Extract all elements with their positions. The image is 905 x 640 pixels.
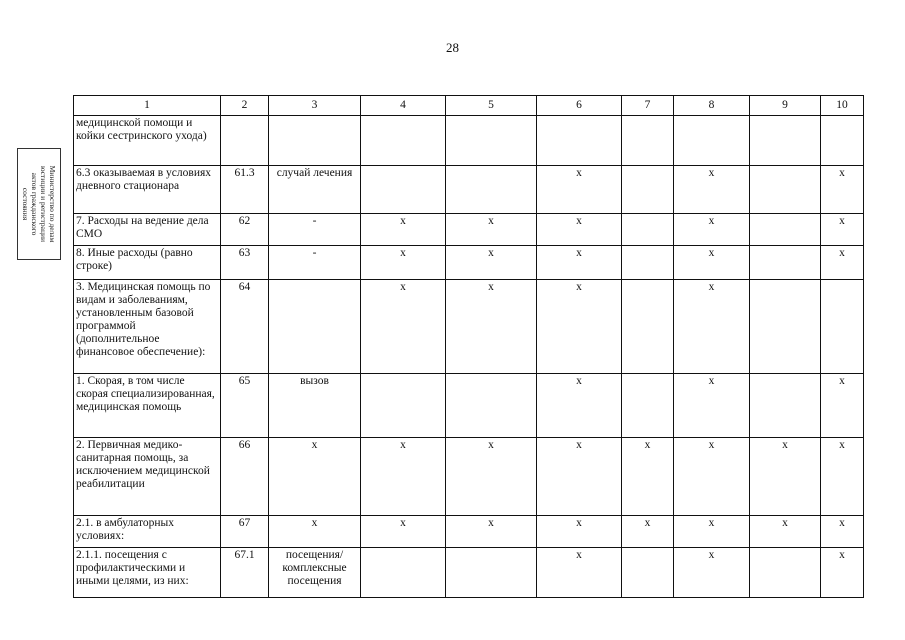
row-unit: x <box>269 438 361 516</box>
column-header: 3 <box>269 96 361 116</box>
table-cell <box>622 280 674 374</box>
table-cell: x <box>361 438 446 516</box>
table-cell: x <box>446 280 537 374</box>
table-cell: x <box>361 246 446 280</box>
table-cell: x <box>674 280 750 374</box>
table-cell: x <box>674 516 750 548</box>
table-cell <box>750 116 821 166</box>
table-cell: x <box>446 516 537 548</box>
column-header: 8 <box>674 96 750 116</box>
table-cell <box>674 116 750 166</box>
column-header: 7 <box>622 96 674 116</box>
table-cell <box>361 166 446 214</box>
table-cell: x <box>821 166 864 214</box>
row-code <box>221 116 269 166</box>
table-cell: x <box>361 280 446 374</box>
table-cell <box>622 166 674 214</box>
row-code: 61.3 <box>221 166 269 214</box>
table-row <box>74 374 864 438</box>
table-cell <box>750 246 821 280</box>
table-cell: x <box>821 548 864 598</box>
table-cell <box>622 214 674 246</box>
stamp-line: состояния <box>21 187 30 221</box>
column-header: 10 <box>821 96 864 116</box>
column-header: 5 <box>446 96 537 116</box>
table-cell: x <box>821 246 864 280</box>
table-cell: x <box>821 438 864 516</box>
column-header: 1 <box>74 96 221 116</box>
row-label: 8. Иные расходы (равно строке) <box>74 246 221 280</box>
table-cell: x <box>750 516 821 548</box>
table-cell <box>361 116 446 166</box>
table-cell: x <box>537 548 622 598</box>
page-number: 28 <box>446 40 459 55</box>
table-cell: x <box>446 214 537 246</box>
table-row <box>74 246 864 280</box>
stamp-text <box>21 150 57 258</box>
stamp-line: актов гражданского <box>30 172 39 236</box>
table-cell: x <box>674 548 750 598</box>
row-code: 65 <box>221 374 269 438</box>
table-cell <box>750 548 821 598</box>
table-cell: x <box>361 214 446 246</box>
table-cell <box>361 548 446 598</box>
row-label: медицинской помощи и койки сестринского ухода) <box>74 116 221 166</box>
table-cell <box>446 374 537 438</box>
table-cell: x <box>821 214 864 246</box>
table-cell: x <box>537 374 622 438</box>
column-header: 4 <box>361 96 446 116</box>
row-unit: - <box>269 246 361 280</box>
column-header: 2 <box>221 96 269 116</box>
table-cell: x <box>446 438 537 516</box>
row-label: 1. Скорая, в том числе скорая специализированная, медицинская помощь <box>74 374 221 438</box>
table-cell: x <box>537 214 622 246</box>
table-cell <box>622 374 674 438</box>
row-label: 6.3 оказываемая в условиях дневного стационара <box>74 166 221 214</box>
table-cell <box>361 374 446 438</box>
table-cell <box>821 116 864 166</box>
row-code: 64 <box>221 280 269 374</box>
row-code: 62 <box>221 214 269 246</box>
table-cell <box>537 116 622 166</box>
row-unit: вызов <box>269 374 361 438</box>
column-header: 6 <box>537 96 622 116</box>
row-unit <box>269 280 361 374</box>
table-row <box>74 166 864 214</box>
table-cell: x <box>537 166 622 214</box>
table-row <box>74 548 864 598</box>
table-cell: x <box>821 374 864 438</box>
table-cell: x <box>821 516 864 548</box>
table-cell: x <box>622 516 674 548</box>
table-cell <box>821 280 864 374</box>
table-row <box>74 438 864 516</box>
row-code: 67 <box>221 516 269 548</box>
row-label: 7. Расходы на ведение дела СМО <box>74 214 221 246</box>
row-unit: - <box>269 214 361 246</box>
table-cell: x <box>674 246 750 280</box>
table-cell: x <box>446 246 537 280</box>
table-cell: x <box>674 166 750 214</box>
data-table <box>73 95 864 598</box>
table-cell <box>750 214 821 246</box>
table-cell: x <box>750 438 821 516</box>
table-cell: x <box>622 438 674 516</box>
table-cell: x <box>537 438 622 516</box>
table-cell: x <box>537 280 622 374</box>
table-row <box>74 116 864 166</box>
row-label: 3. Медицинская помощь по видам и заболеваниям, установленным базовой программой (дополнительное финансовое обеспечение): <box>74 280 221 374</box>
row-label: 2.1.1. посещения с профилактическими и иными целями, из них: <box>74 548 221 598</box>
row-unit: посещения/ комплексные посещения <box>269 548 361 598</box>
table-cell: x <box>537 246 622 280</box>
table-header-row <box>74 96 864 116</box>
registration-stamp <box>17 148 61 260</box>
stamp-line: юстиции и регистрации <box>39 165 48 242</box>
table-cell <box>750 166 821 214</box>
table-row <box>74 214 864 246</box>
table-cell <box>622 548 674 598</box>
row-unit <box>269 116 361 166</box>
table-cell: x <box>674 438 750 516</box>
table-cell <box>622 246 674 280</box>
table-cell <box>446 166 537 214</box>
row-code: 66 <box>221 438 269 516</box>
row-label: 2.1. в амбулаторных условиях: <box>74 516 221 548</box>
table-cell <box>446 116 537 166</box>
table-cell: x <box>674 214 750 246</box>
row-label: 2. Первичная медико-санитарная помощь, за исключением медицинской реабилитации <box>74 438 221 516</box>
stamp-line: Министерство по делам <box>48 165 57 243</box>
table-cell: x <box>674 374 750 438</box>
table-cell <box>750 374 821 438</box>
table-cell <box>446 548 537 598</box>
table-row <box>74 516 864 548</box>
row-unit: x <box>269 516 361 548</box>
table-cell <box>622 116 674 166</box>
row-unit: случай лечения <box>269 166 361 214</box>
table-cell: x <box>537 516 622 548</box>
row-code: 63 <box>221 246 269 280</box>
table-cell: x <box>361 516 446 548</box>
table-cell <box>750 280 821 374</box>
column-header: 9 <box>750 96 821 116</box>
table-row <box>74 280 864 374</box>
row-code: 67.1 <box>221 548 269 598</box>
